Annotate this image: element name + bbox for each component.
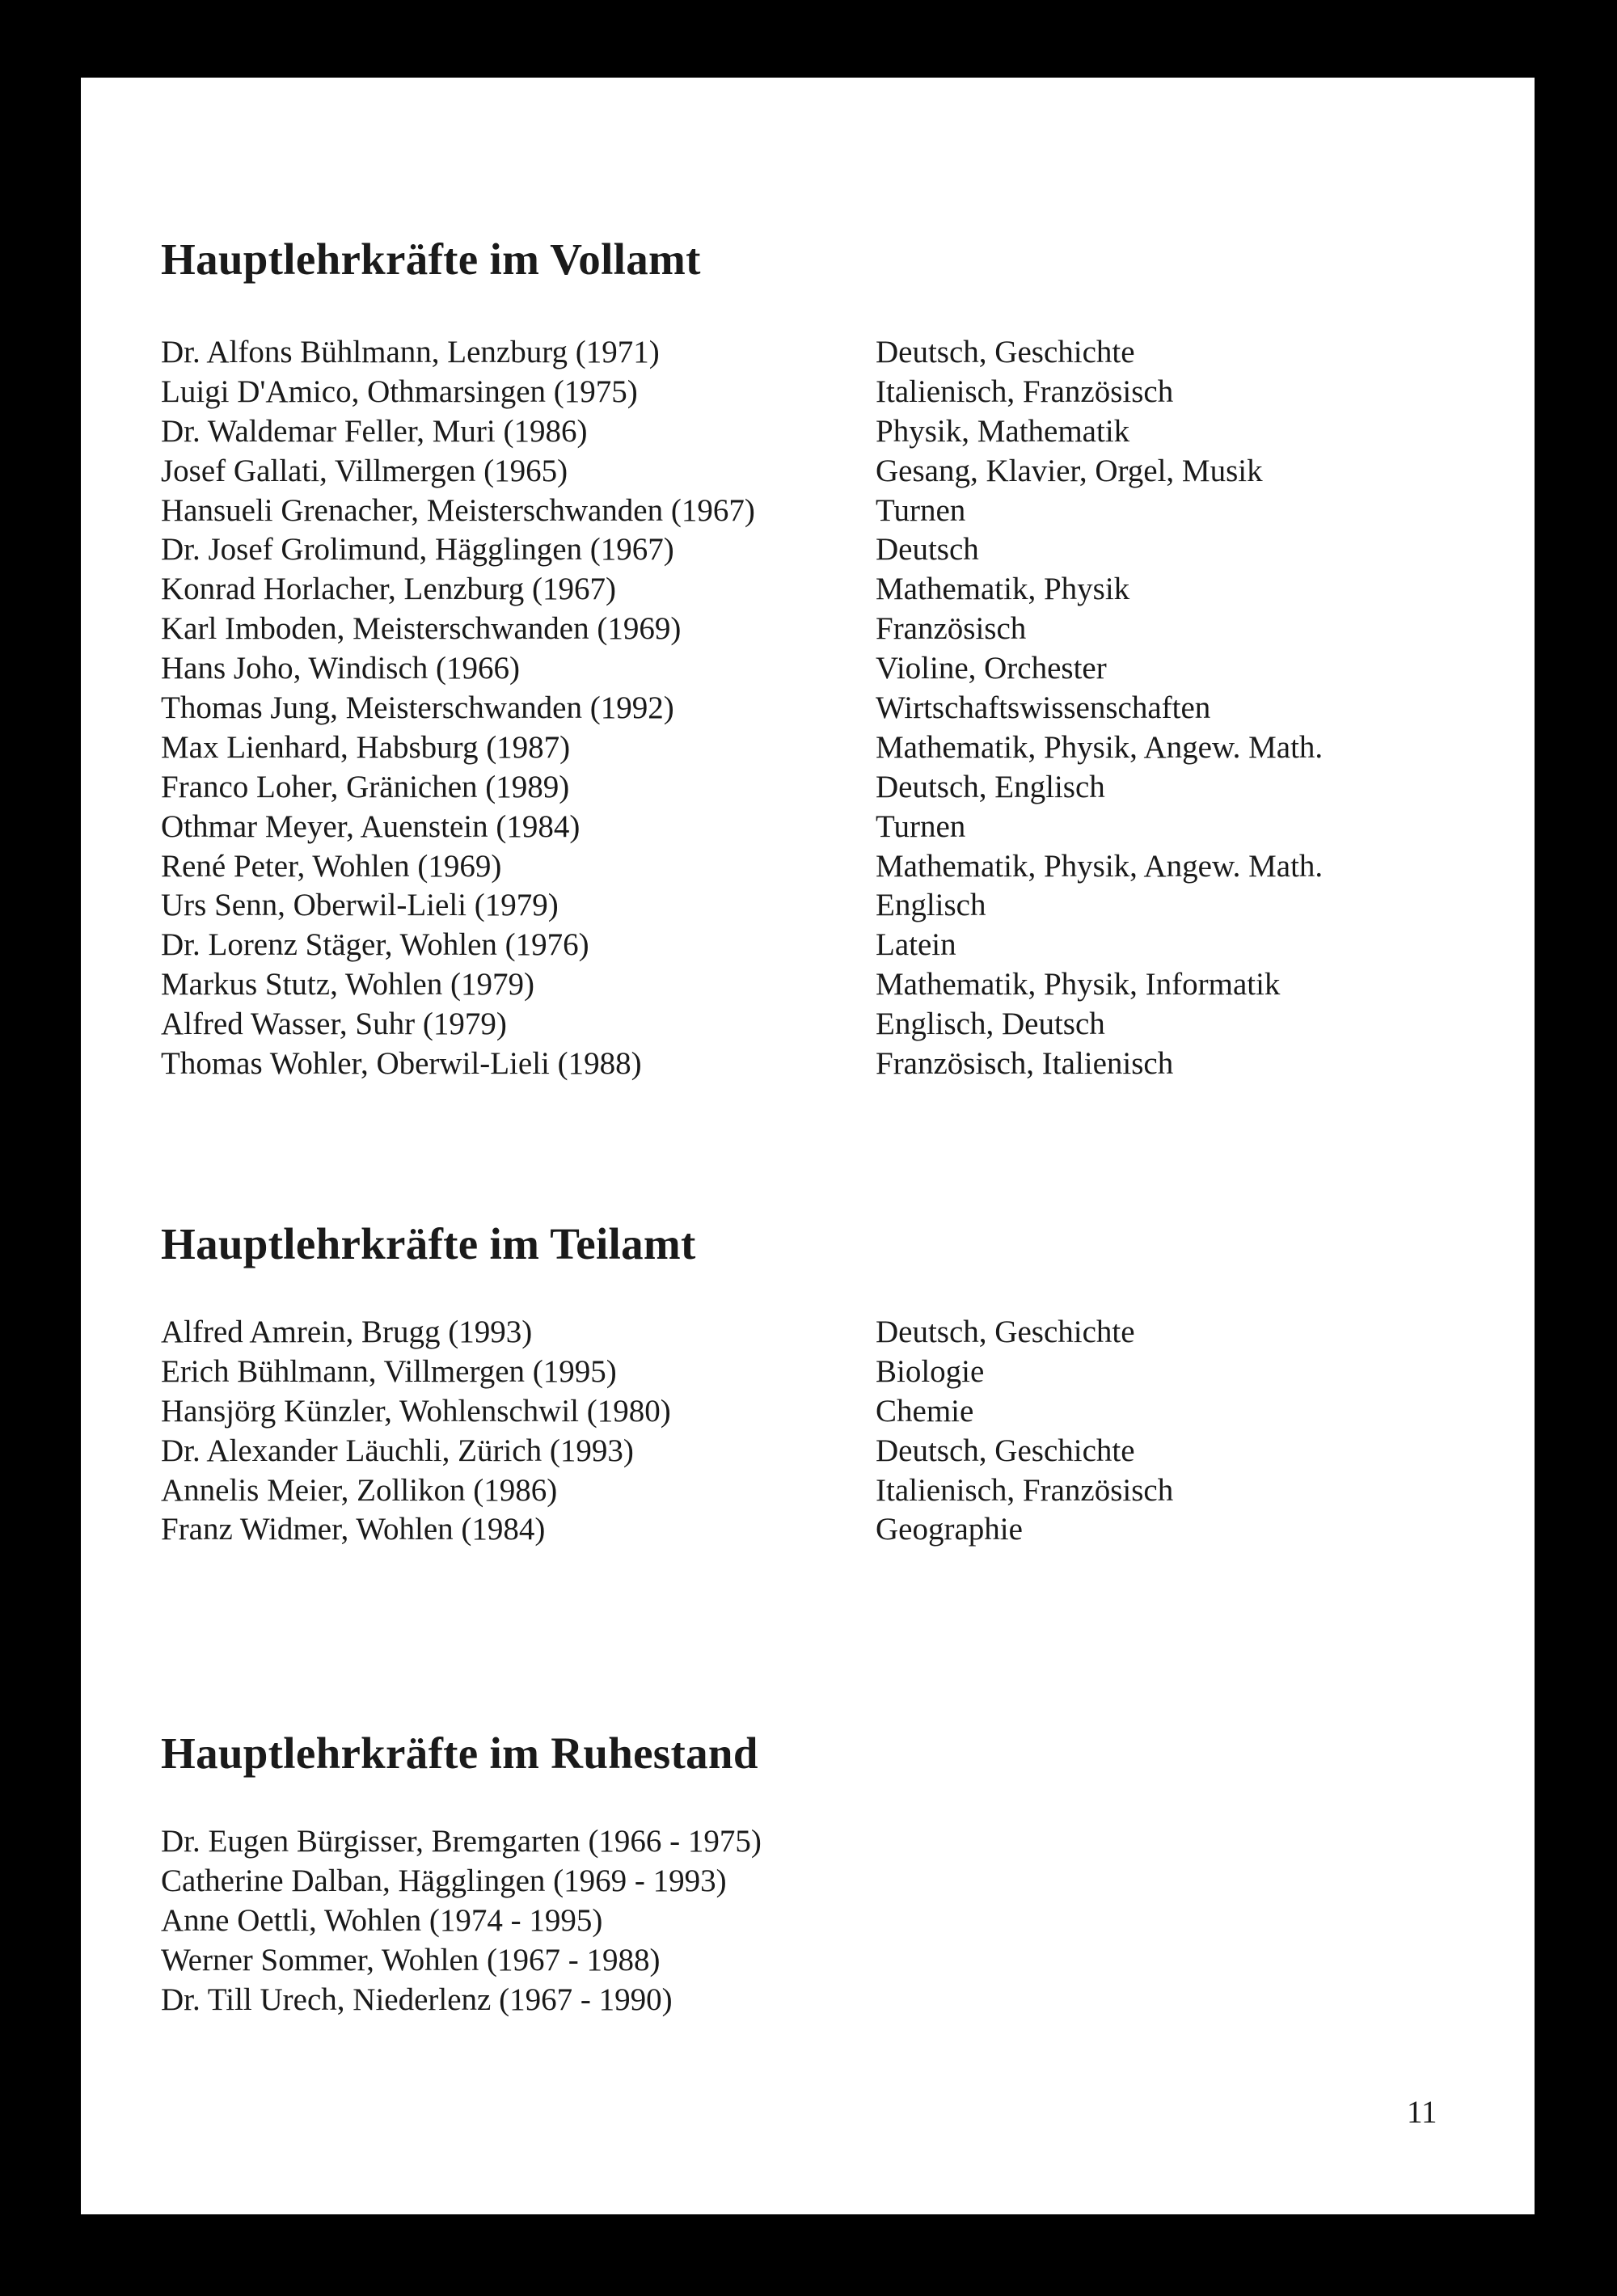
staff-row [161, 373, 1519, 412]
staff-subjects: Biologie [876, 1353, 985, 1389]
staff-subjects: Italienisch, Französisch [876, 374, 1174, 409]
staff-name: Max Lienhard, Habsburg (1987) [161, 729, 571, 765]
staff-name: Karl Imboden, Meisterschwanden (1969) [161, 611, 682, 647]
staff-row [161, 1941, 1519, 1981]
staff-name: Dr. Alexander Läuchli, Zürich (1993) [161, 1433, 634, 1468]
staff-name: Catherine Dalban, Hägglingen (1969 - 1993) [161, 1863, 727, 1898]
staff-list [161, 1313, 1519, 1550]
staff-name: Hansjörg Künzler, Wohlenschwil (1980) [161, 1393, 671, 1429]
staff-row [161, 1822, 1519, 1862]
staff-row [161, 689, 1519, 728]
staff-row [161, 1045, 1519, 1084]
section-heading: Hauptlehrkräfte im Ruhestand [161, 1728, 758, 1778]
staff-subjects: Geographie [876, 1512, 1023, 1547]
staff-name: Annelis Meier, Zollikon (1986) [161, 1472, 558, 1508]
staff-name: Thomas Wohler, Oberwil-Lieli (1988) [161, 1046, 642, 1082]
staff-row [161, 1005, 1519, 1045]
staff-subjects: Mathematik, Physik, Informatik [876, 967, 1281, 1002]
staff-row [161, 492, 1519, 531]
staff-name: Franco Loher, Gränichen (1989) [161, 769, 570, 804]
staff-row [161, 1432, 1519, 1471]
staff-name: Erich Bühlmann, Villmergen (1995) [161, 1353, 617, 1389]
staff-subjects: Physik, Mathematik [876, 413, 1130, 449]
staff-name: Dr. Waldemar Feller, Muri (1986) [161, 413, 588, 449]
staff-row [161, 768, 1519, 808]
staff-name: Konrad Horlacher, Lenzburg (1967) [161, 572, 617, 607]
staff-subjects: Deutsch, Geschichte [876, 335, 1135, 369]
staff-subjects: Mathematik, Physik [876, 572, 1130, 607]
staff-row [161, 412, 1519, 452]
staff-name: Hans Joho, Windisch (1966) [161, 651, 521, 686]
staff-subjects: Turnen [876, 492, 966, 528]
staff-subjects: Italienisch, Französisch [876, 1472, 1174, 1508]
staff-name: Dr. Josef Grolimund, Hägglingen (1967) [161, 532, 674, 568]
staff-subjects: Mathematik, Physik, Angew. Math. [876, 848, 1324, 884]
staff-name: Alfred Wasser, Suhr (1979) [161, 1007, 507, 1042]
staff-name: Dr. Till Urech, Niederlenz (1967 - 1990) [161, 1982, 673, 2017]
staff-subjects: Latein [876, 927, 956, 963]
staff-subjects: Wirtschaftswissenschaften [876, 690, 1211, 726]
staff-subjects: Mathematik, Physik, Angew. Math. [876, 729, 1324, 765]
staff-subjects: Englisch, Deutsch [876, 1007, 1105, 1042]
staff-name: Dr. Eugen Bürgisser, Bremgarten (1966 - 1975) [161, 1824, 762, 1859]
staff-row [161, 1901, 1519, 1941]
staff-subjects: Violine, Orchester [876, 651, 1107, 686]
staff-subjects: Deutsch, Geschichte [876, 1315, 1135, 1349]
staff-row [161, 1471, 1519, 1511]
document-page [81, 78, 1535, 2214]
staff-row [161, 649, 1519, 689]
staff-subjects: Französisch [876, 611, 1027, 647]
staff-name: Dr. Alfons Bühlmann, Lenzburg (1971) [161, 335, 660, 369]
staff-row [161, 1353, 1519, 1392]
staff-row [161, 1313, 1519, 1353]
staff-subjects: Chemie [876, 1393, 974, 1429]
page-number: 11 [1407, 2095, 1438, 2129]
staff-subjects: Deutsch, Englisch [876, 769, 1105, 804]
staff-list [161, 1822, 1519, 2020]
staff-row [161, 452, 1519, 492]
staff-subjects: Deutsch, Geschichte [876, 1433, 1135, 1468]
staff-row [161, 1392, 1519, 1432]
staff-row [161, 808, 1519, 847]
staff-name: Anne Oettli, Wohlen (1974 - 1995) [161, 1902, 603, 1938]
staff-row [161, 1981, 1519, 2020]
section-ruhestand [161, 1725, 1519, 2017]
staff-row [161, 847, 1519, 887]
staff-name: Markus Stutz, Wohlen (1979) [161, 967, 534, 1002]
section-vollamt [161, 231, 1519, 1082]
staff-name: Franz Widmer, Wohlen (1984) [161, 1512, 546, 1547]
section-heading: Hauptlehrkräfte im Vollamt [161, 234, 701, 284]
staff-subjects: Deutsch [876, 532, 979, 568]
staff-name: Luigi D'Amico, Othmarsingen (1975) [161, 374, 638, 409]
staff-row [161, 610, 1519, 649]
staff-row [161, 1862, 1519, 1901]
staff-name: Josef Gallati, Villmergen (1965) [161, 453, 568, 488]
staff-name: René Peter, Wohlen (1969) [161, 848, 502, 884]
staff-row [161, 965, 1519, 1005]
staff-list [161, 333, 1519, 1084]
staff-name: Thomas Jung, Meisterschwanden (1992) [161, 690, 674, 726]
staff-subjects: Gesang, Klavier, Orgel, Musik [876, 453, 1263, 488]
staff-subjects: Englisch [876, 888, 986, 923]
staff-row [161, 530, 1519, 570]
staff-name: Urs Senn, Oberwil-Lieli (1979) [161, 888, 559, 923]
section-teilamt [161, 1216, 1519, 1547]
staff-name: Dr. Lorenz Stäger, Wohlen (1976) [161, 927, 589, 963]
staff-row [161, 728, 1519, 768]
staff-row [161, 570, 1519, 610]
staff-name: Hansueli Grenacher, Meisterschwanden (1967) [161, 492, 755, 528]
staff-name: Alfred Amrein, Brugg (1993) [161, 1315, 533, 1349]
staff-row [161, 926, 1519, 965]
staff-subjects: Französisch, Italienisch [876, 1046, 1174, 1082]
staff-subjects: Turnen [876, 808, 966, 844]
staff-row [161, 886, 1519, 926]
section-heading: Hauptlehrkräfte im Teilamt [161, 1219, 696, 1268]
staff-name: Othmar Meyer, Auenstein (1984) [161, 808, 581, 844]
staff-row [161, 1510, 1519, 1550]
staff-row [161, 333, 1519, 373]
staff-name: Werner Sommer, Wohlen (1967 - 1988) [161, 1942, 661, 1977]
